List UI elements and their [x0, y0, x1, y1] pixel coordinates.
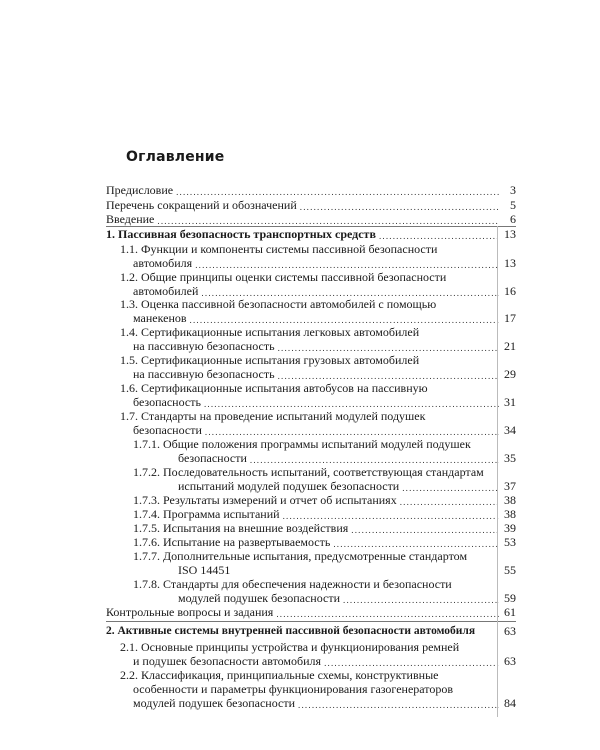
- toc-entry-text: 1.2. Общие принципы оценки системы пассивной безопасности: [120, 270, 447, 284]
- dot-leader: [205, 427, 499, 437]
- toc-entry-control-questions[interactable]: [106, 605, 516, 619]
- dot-leader: [300, 202, 499, 212]
- page-column-divider: [497, 621, 498, 717]
- toc-page-number: 39: [504, 521, 516, 535]
- toc-entry-text: на пассивную безопасность: [133, 367, 275, 381]
- toc-page-number: 16: [504, 284, 516, 298]
- dot-leader: [298, 700, 499, 710]
- toc-entry-1-7-1[interactable]: [178, 451, 516, 465]
- toc-page-number: 35: [504, 451, 516, 465]
- toc-entry-text: 1.7.3. Результаты измерений и отчет об испытаниях: [133, 493, 397, 507]
- toc-entry-text: 2.1. Основные принципы устройства и функционирования ремней: [120, 640, 460, 654]
- toc-entry-1-7-2[interactable]: [178, 479, 516, 493]
- toc-entry-1-7-8[interactable]: [178, 591, 516, 605]
- toc-entry-text: 1.7.1. Общие положения программы испытаний модулей подушек: [133, 437, 471, 451]
- toc-entry-text: 2.2. Классификация, принципиальные схемы, конструктивные: [120, 668, 439, 682]
- dot-leader: [204, 399, 499, 409]
- toc-page-number: 29: [504, 367, 516, 381]
- toc-entry-1-4[interactable]: [133, 339, 516, 353]
- toc-entry-1-7[interactable]: [133, 423, 516, 437]
- toc-entry-text: 1.7.7. Дополнительные испытания, предусмотренные стандартом: [133, 549, 468, 563]
- toc-entry-1-1[interactable]: [133, 256, 516, 270]
- toc-page-number: 53: [504, 535, 516, 549]
- toc-entry-1-7-4[interactable]: [133, 507, 516, 521]
- toc-chapter-2[interactable]: [106, 624, 516, 638]
- toc-page-number: 63: [504, 654, 516, 668]
- dot-leader: [157, 216, 499, 226]
- toc-entry-1-7-5[interactable]: [133, 521, 516, 535]
- dot-leader: [402, 483, 499, 493]
- toc-entry-2-2[interactable]: [133, 696, 516, 710]
- toc-page-number: 37: [504, 479, 516, 493]
- section-divider: [106, 621, 516, 622]
- toc-entry-text: безопасности: [133, 423, 202, 437]
- dot-leader: [278, 371, 499, 381]
- dot-leader: [176, 187, 499, 197]
- toc-entry-text: 1.3. Оценка пассивной безопасности автомобилей с помощью: [120, 297, 437, 311]
- dot-leader: [351, 525, 499, 535]
- toc-page-number: 3: [510, 183, 516, 197]
- toc-entry-text: 1.1. Функции и компоненты системы пассивной безопасности: [120, 242, 438, 256]
- toc-entry-text: 1.7.5. Испытания на внешние воздействия: [133, 521, 349, 535]
- toc-page-number: 31: [504, 395, 516, 409]
- toc-entry-text: 1.7.6. Испытание на развертываемость: [133, 535, 331, 549]
- toc-entry-text: 1.4. Сертификационные испытания легковых автомобилей: [120, 325, 420, 339]
- toc-page-number: 5: [510, 198, 516, 212]
- section-divider: [106, 226, 516, 227]
- toc-page-number: 38: [504, 493, 516, 507]
- toc-entry-text: испытаний модулей подушек безопасности: [178, 479, 400, 493]
- toc-entry-1-7-3[interactable]: [133, 493, 516, 507]
- dot-leader: [278, 343, 499, 353]
- toc-entry-text: безопасность: [133, 395, 201, 409]
- toc-page-number: 17: [504, 311, 516, 325]
- toc-entry-text: Контрольные вопросы и задания: [106, 605, 274, 619]
- toc-entry-text: 1.7.4. Программа испытаний: [133, 507, 280, 521]
- toc-entry-text: автомобиля: [133, 256, 193, 270]
- toc-entry-text: особенности и параметры функционирования газогенераторов: [133, 682, 454, 696]
- toc-entry-text: модулей подушек безопасности: [178, 591, 341, 605]
- toc-page-number: 55: [504, 563, 516, 577]
- toc-entry-text: 1.7.8. Стандарты для обеспечения надежности и безопасности: [133, 577, 452, 591]
- toc-entry-text: 1.6. Сертификационные испытания автобусов на пассивную: [120, 381, 428, 395]
- dot-leader: [195, 260, 499, 270]
- toc-page-number: 6: [510, 212, 516, 226]
- toc-entry-text: Введение: [106, 212, 155, 226]
- toc-entry-1-6[interactable]: [133, 395, 516, 409]
- toc-page-number: 21: [504, 339, 516, 353]
- toc-entry-1-5[interactable]: [133, 367, 516, 381]
- toc-page-number: 34: [504, 423, 516, 437]
- toc-entry-introduction[interactable]: [106, 212, 516, 226]
- toc-entry-text: Предисловие: [106, 183, 174, 197]
- toc-entry-1-7-6[interactable]: [133, 535, 516, 549]
- toc-page-number: 61: [504, 605, 516, 619]
- dot-leader: [343, 595, 499, 605]
- toc-entry-text: Перечень сокращений и обозначений: [106, 198, 297, 212]
- dot-leader: [333, 539, 499, 549]
- toc-entry-text: на пассивную безопасность: [133, 339, 275, 353]
- toc-entry-text: манекенов: [133, 311, 187, 325]
- page-column-divider: [497, 226, 498, 621]
- toc-entry-text: и подушек безопасности автомобиля: [133, 654, 322, 668]
- dot-leader: [379, 231, 499, 241]
- toc-entry-text: 1.5. Сертификационные испытания грузовых автомобилей: [120, 353, 420, 367]
- toc-entry-preface[interactable]: [106, 183, 516, 197]
- dot-leader: [190, 315, 499, 325]
- toc-page-number: 13: [504, 227, 516, 241]
- toc-chapter-1[interactable]: [106, 227, 516, 241]
- toc-entry-text: автомобилей: [133, 284, 199, 298]
- toc-page-number: 63: [504, 624, 516, 638]
- toc-entry-text: 2. Активные системы внутренней пассивной безопасности автомобиля: [106, 625, 476, 637]
- toc-entry-text: 1.7. Стандарты на проведение испытаний модулей подушек: [120, 409, 426, 423]
- toc-entry-1-2[interactable]: [133, 284, 516, 298]
- toc-entry-1-3[interactable]: [133, 311, 516, 325]
- dot-leader: [250, 455, 499, 465]
- toc-entry-abbreviations[interactable]: [106, 198, 516, 212]
- toc-title: Оглавление: [126, 149, 225, 165]
- toc-entry-text: ISO 14451: [178, 563, 231, 577]
- toc-entry-text: 1. Пассивная безопасность транспортных средств: [106, 227, 376, 241]
- toc-entry-text: модулей подушек безопасности: [133, 696, 296, 710]
- toc-entry-1-7-7[interactable]: [178, 563, 516, 577]
- toc-entry-text: 1.7.2. Последовательность испытаний, соответствующая стандартам: [133, 465, 484, 479]
- toc-page-number: 59: [504, 591, 516, 605]
- toc-entry-2-1[interactable]: [133, 654, 516, 668]
- dot-leader: [283, 511, 499, 521]
- dot-leader: [400, 497, 499, 507]
- toc-page-number: 13: [504, 256, 516, 270]
- dot-leader: [276, 609, 499, 619]
- toc-page-number: 84: [504, 696, 516, 710]
- dot-leader: [324, 658, 499, 668]
- toc-page-number: 38: [504, 507, 516, 521]
- toc-entry-text: безопасности: [178, 451, 247, 465]
